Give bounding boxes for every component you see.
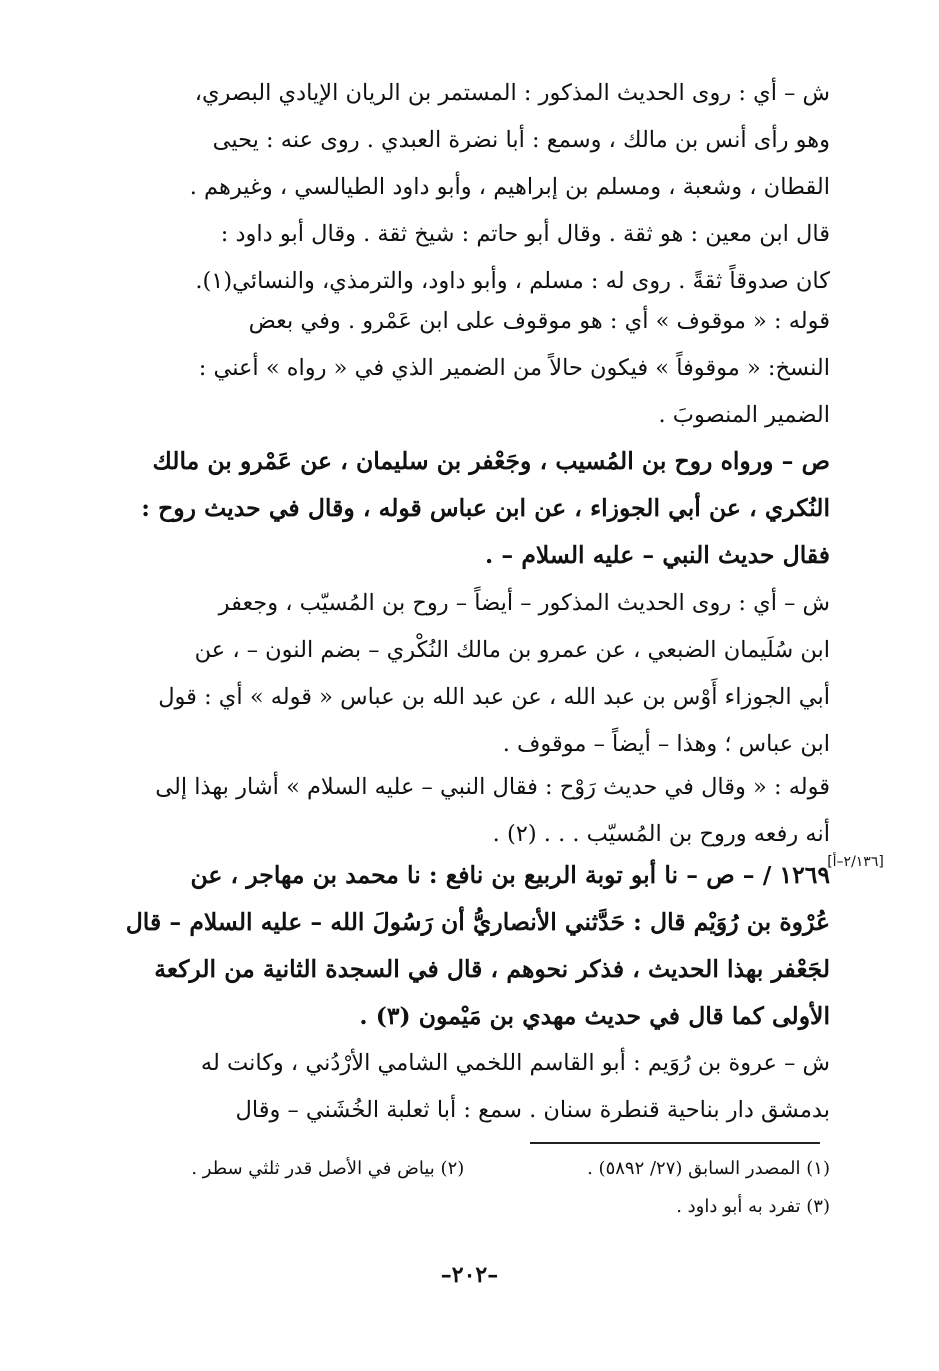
text-line: بدمشق دار بناحية قنطرة سنان . سمع : أبا ثعلبة الخُشَني – وقال [235, 1097, 830, 1123]
text-line: أنه رفعه وروح بن المُسيّب . . . (٢) . [492, 821, 830, 847]
footnote-row [110, 1188, 830, 1226]
paragraph-qawluhu-1 [95, 298, 830, 439]
page-number: –٢٠٢– [440, 1262, 499, 1288]
footnote-row [110, 1150, 830, 1188]
paragraph-matn-1 [95, 438, 830, 579]
paragraph-sharh-3 [95, 1040, 830, 1134]
paragraph-sharh-2 [95, 580, 830, 768]
footnote-1: (١) المصدر السابق (٢٧/ ٥٨٩٢) . [587, 1158, 830, 1179]
paragraph-qawluhu-2 [95, 764, 830, 858]
text-line: النُكري ، عن أبي الجوزاء ، عن ابن عباس قوله ، وقال في حديث روح : [141, 494, 830, 522]
text-line: ابن عباس ؛ وهذا – أيضاً – موقوف . [502, 731, 830, 757]
text-line: الأولى كما قال في حديث مهدي بن مَيْمون (٣) . [359, 1002, 830, 1030]
paragraph-sharh-1 [95, 70, 830, 305]
text-line: قال ابن معين : هو ثقة . وقال أبو حاتم : شيخ ثقة . وقال أبو داود : [220, 221, 830, 247]
text-line: ش – أي : روى الحديث المذكور – أيضاً – روح بن المُسيّب ، وجعفر [218, 590, 830, 616]
text-line: عُرْوة بن رُوَيْم قال : حَدَّثني الأنصاريُّ أن رَسُولَ الله – عليه السلام – قال [125, 908, 830, 936]
text-line: ص – ورواه روح بن المُسيب ، وجَعْفر بن سليمان ، عن عَمْرو بن مالك [152, 447, 830, 475]
text-line: قوله : « وقال في حديث رَوْح : فقال النبي – عليه السلام » أشار بهذا إلى [155, 774, 830, 800]
text-line: الضمير المنصوبَ . [658, 402, 830, 428]
text-line: لجَعْفر بهذا الحديث ، فذكر نحوهم ، قال في السجدة الثانية من الركعة [154, 955, 830, 983]
text-line: قوله : « موقوف » أي : هو موقوف على ابن عَمْرو . وفي بعض [248, 308, 830, 334]
text-line: أبي الجوزاء أَوْس بن عبد الله ، عن عبد الله بن عباس « قوله » أي : قول [158, 684, 830, 710]
text-line: ش – أي : روى الحديث المذكور : المستمر بن الريان الإيادي البصري، [194, 80, 830, 106]
text-line: وهو رأى أنس بن مالك ، وسمع : أبا نضرة العبدي . روى عنه : يحيى [212, 127, 830, 153]
text-line: النسخ: « موقوفاً » فيكون حالاً من الضمير الذي في « رواه » أعني : [198, 355, 830, 381]
text-line: ابن سُلَيمان الضبعي ، عن عمرو بن مالك النُكْري – بضم النون – ، عن [194, 637, 830, 663]
text-line: القطان ، وشعبة ، ومسلم بن إبراهيم ، وأبو داود الطيالسي ، وغيرهم . [189, 174, 830, 200]
footnote-3: (٣) تفرد به أبو داود . [676, 1196, 830, 1217]
footnote-separator [530, 1142, 820, 1144]
text-line: ش – عروة بن رُوَيم : أبو القاسم اللخمي الشامي الأرْدُني ، وكانت له [200, 1050, 830, 1076]
footnotes [110, 1150, 830, 1226]
manuscript-folio-note: [٢/١٣٦–أ] [827, 854, 884, 870]
footnote-2: (٢) بياض في الأصل قدر ثلثي سطر . [191, 1158, 465, 1179]
text-line: فقال حديث النبي – عليه السلام – . [485, 541, 830, 569]
text-line: ١٢٦٩ / – ص – نا أبو توبة الربيع بن نافع : نا محمد بن مهاجر ، عن [190, 861, 830, 889]
text-line: كان صدوقاً ثقةً . روى له : مسلم ، وأبو داود، والترمذي، والنسائي(١). [195, 268, 830, 294]
paragraph-hadith-1269 [95, 852, 830, 1040]
